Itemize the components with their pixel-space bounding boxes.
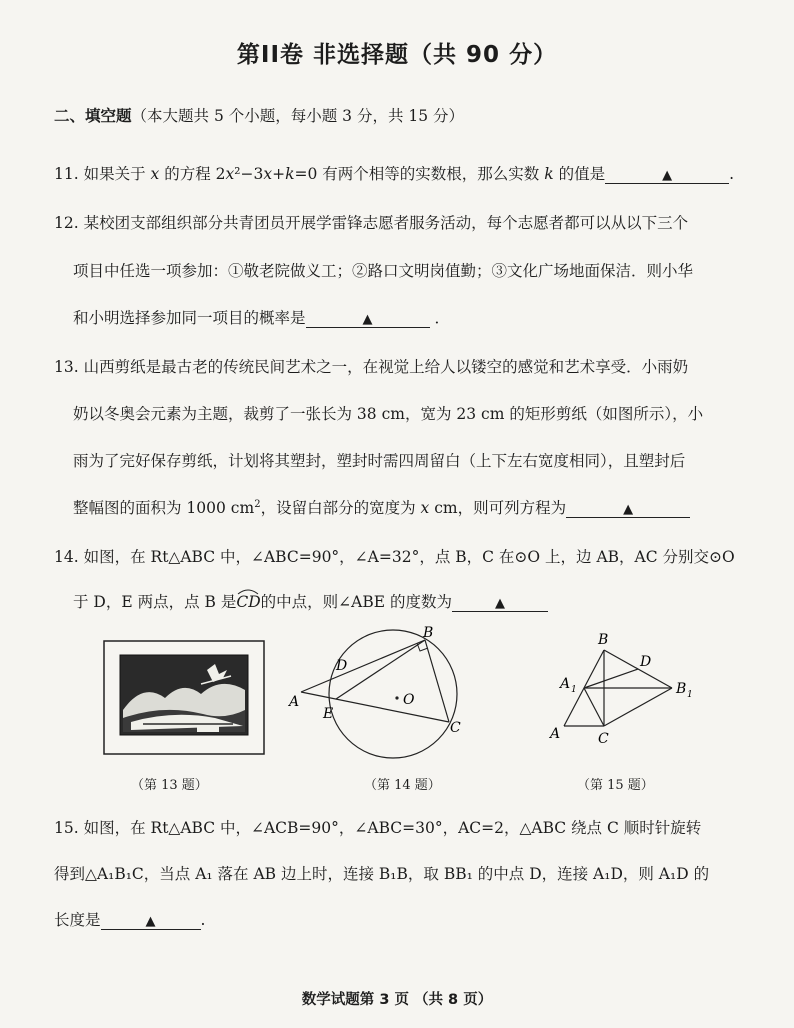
section-name: 二、填空题 — [54, 107, 132, 125]
svg-text:C: C — [598, 731, 609, 747]
question-13-line-4: 整幅图的面积为 1000 $cm^2$，设留白部分的宽度为 x cm，则可列方程为 ▲ — [73, 496, 788, 518]
answer-blank-15[interactable]: ▲ — [101, 913, 201, 930]
svg-text:B: B — [423, 625, 434, 641]
svg-text:D: D — [640, 654, 652, 670]
svg-text:C: C — [450, 720, 461, 736]
answer-blank-13[interactable]: ▲ — [566, 501, 690, 518]
svg-text:A: A — [560, 676, 571, 692]
svg-text:B: B — [598, 632, 609, 648]
segment-be — [336, 640, 425, 699]
question-15-line-2: 得到△A₁B₁C，当点 A₁ 落在 AB 边上时，连接 B₁B，取 BB₁ 的中点 D，连接 A₁D，则 A₁D 的 — [54, 865, 710, 883]
segment-ab — [301, 640, 425, 692]
question-11: 11. 如果关于 x 的方程 2x²−3x+k=0 有两个相等的实数根，那么实数 k 的值是 ▲ . — [54, 165, 735, 183]
svg-text:O: O — [403, 692, 415, 708]
figure-15-caption: （第 15 题） — [577, 778, 654, 793]
question-13-line-1: 13. 山西剪纸是最古老的传统民间艺术之一，在视觉上给人以镂空的感觉和艺术享受．小雨奶 — [54, 358, 689, 376]
question-12-line-2: 项目中任选一项参加：①敬老院做义工；②路口文明岗值勤；③文化广场地面保洁．则小华 — [73, 262, 694, 280]
arc-cd: CD — [236, 593, 260, 611]
question-13-line-3: 雨为了完好保存剪纸，计划将其塑封，塑封时需四周留白（上下左右宽度相同），且塑封后 — [73, 452, 686, 470]
circle-o — [329, 630, 457, 758]
svg-text:A: A — [550, 726, 561, 742]
answer-blank-11[interactable] — [605, 167, 729, 184]
svg-text:D: D — [336, 658, 348, 674]
answer-blank-14[interactable]: ▲ — [452, 595, 548, 612]
question-15-line-1: 15. 如图，在 Rt△ABC 中，∠ACB=90°，∠ABC=30°，AC=2，△ABC 绕点 C 顺时针旋转 — [54, 819, 702, 837]
page-footer: 数学试题第 3 页 （共 8 页） — [301, 992, 493, 1008]
svg-text:A: A — [289, 694, 300, 710]
figure-15-triangle-diagram — [548, 628, 708, 748]
arc-symbol-icon — [236, 589, 260, 595]
question-12-line-1: 12. 某校团支部组织部分共青团员开展学雷锋志愿者服务活动，每个志愿者都可以从以下三个 — [54, 214, 689, 232]
figure-13-papercut — [103, 640, 265, 755]
answer-blank-12[interactable]: ▲ — [306, 311, 430, 328]
answer-mark: ▲ — [662, 168, 673, 183]
question-12-line-3: 和小明选择参加同一项目的概率是 ▲ ． — [73, 309, 450, 327]
segment-bc — [425, 640, 449, 722]
figure-14-circle-diagram — [283, 622, 468, 772]
question-14-line-2: 于 D，E 两点，点 B 是 CD的中点，则∠ABE 的度数为 ▲ — [73, 590, 788, 612]
section-note: （本大题共 5 个小题，每小题 3 分，共 15 分） — [131, 107, 465, 125]
question-13-line-2: 奶以冬奥会元素为主题，裁剪了一张长为 38 cm，宽为 23 cm 的矩形剪纸（如图所示），小 — [73, 405, 704, 423]
svg-text:E: E — [323, 706, 334, 722]
question-14-line-1: 14. 如图，在 Rt△ABC 中，∠ABC=90°，∠A=32°，点 B，C 在⊙O 上，边 AB，AC 分别交⊙O — [54, 548, 735, 566]
svg-text:1: 1 — [571, 685, 577, 695]
section-heading — [54, 104, 464, 126]
svg-text:1: 1 — [687, 690, 693, 700]
figure-14-caption: （第 14 题） — [364, 778, 441, 793]
center-point — [395, 696, 398, 699]
page-title: 第II卷 非选择题（共 90 分） — [236, 42, 558, 68]
svg-text:B: B — [676, 681, 687, 697]
question-15-line-3: 长度是 ▲ . — [54, 911, 206, 929]
figure-13-caption: （第 13 题） — [131, 778, 208, 793]
